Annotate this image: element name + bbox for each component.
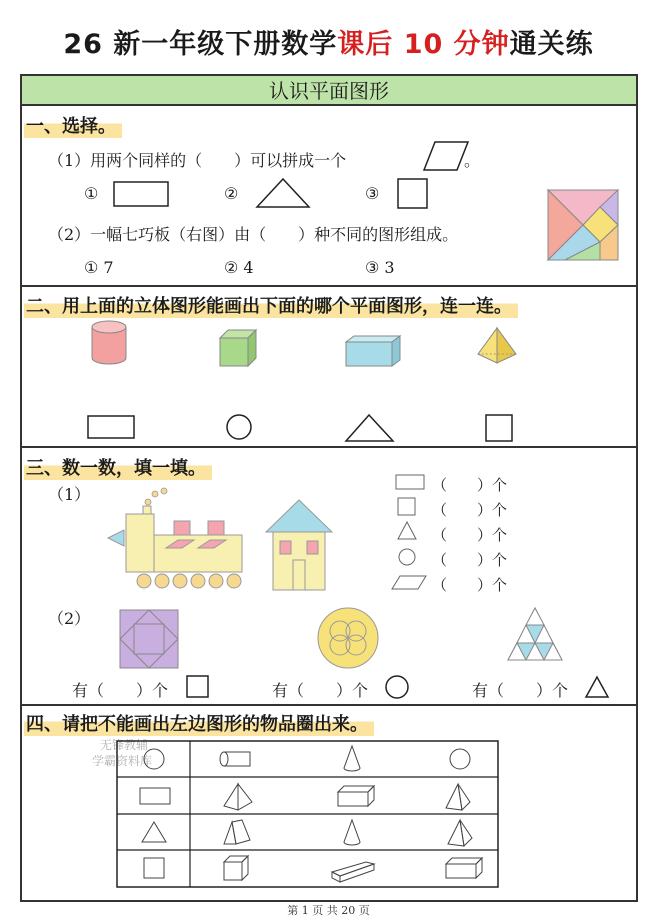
circle-icon — [226, 414, 254, 442]
pyramid-icon — [224, 784, 252, 810]
square-icon — [396, 496, 422, 518]
section4-heading: 四、请把不能画出左边图形的物品圈出来。 — [24, 710, 374, 736]
square-icon — [484, 413, 514, 443]
section1-heading: 一、选择。 — [24, 112, 122, 138]
cuboid-long-icon — [332, 862, 374, 882]
rectangle-icon — [140, 788, 170, 804]
rectangle-icon — [394, 472, 428, 492]
prism-icon — [224, 820, 250, 844]
cylinder-icon — [90, 320, 130, 366]
count-row-rectangle[interactable]: （ ）个 — [432, 476, 508, 494]
train-picture — [106, 488, 246, 592]
square-icon — [185, 674, 211, 700]
sphere-icon — [450, 749, 470, 769]
pyramid-icon — [448, 820, 472, 846]
title-part1: 26 新一年级下册数学 — [63, 29, 338, 60]
option-3[interactable]: ③ — [365, 184, 380, 203]
option-2[interactable]: ② 4 — [224, 258, 254, 277]
triangle-pattern-picture — [506, 606, 566, 664]
rectangle-icon — [86, 414, 138, 442]
cylinder-lying-icon — [220, 752, 250, 766]
triangle-icon — [584, 674, 612, 700]
option-2[interactable]: ② — [224, 184, 239, 203]
question-1: （1）用两个同样的（ ）可以拼成一个 — [48, 151, 347, 170]
pyramid-icon — [476, 326, 520, 366]
cone-icon — [344, 820, 360, 845]
topic-banner: 认识平面图形 — [22, 76, 636, 106]
part-2-label: （2） — [48, 609, 91, 628]
cuboid-icon — [446, 858, 482, 878]
circle-icon — [396, 546, 422, 568]
option-1[interactable]: ① — [84, 184, 99, 203]
watermark-line1: 无锋教辅 — [100, 738, 149, 752]
triangle-icon — [142, 822, 166, 842]
count-row-square[interactable]: （ ）个 — [432, 501, 508, 519]
question-1-end: 。 — [464, 151, 481, 170]
parallelogram-icon — [410, 140, 470, 174]
circle-pattern-picture — [314, 606, 384, 672]
watermark-line2: 学霸资料库 — [92, 754, 153, 768]
option-1[interactable]: ① 7 — [84, 258, 114, 277]
count-squares[interactable]: 有（ ）个 — [72, 681, 169, 700]
cube-icon — [224, 856, 248, 880]
count-row-parallelogram[interactable]: （ ）个 — [432, 576, 508, 594]
title-part3: 通关练 — [509, 29, 594, 60]
title-part2: 课后 10 分钟 — [337, 29, 510, 60]
tangram-icon — [548, 190, 620, 262]
cuboid-icon — [338, 786, 374, 806]
house-picture — [264, 498, 336, 594]
parallelogram-icon — [390, 574, 430, 592]
triangle-icon — [396, 520, 422, 542]
cube-icon — [218, 328, 260, 368]
page-footer: 第 1 页 共 20 页 — [287, 904, 370, 917]
pyramid-icon — [446, 784, 470, 810]
section3-heading: 三、数一数，填一填。 — [24, 454, 212, 480]
count-row-circle[interactable]: （ ）个 — [432, 551, 508, 569]
option-3[interactable]: ③ 3 — [365, 258, 395, 277]
divider — [22, 704, 636, 706]
page-title — [0, 22, 657, 61]
objects-table — [116, 740, 500, 890]
divider — [22, 285, 636, 287]
circle-icon — [144, 749, 164, 769]
circle-icon — [384, 674, 412, 702]
square-icon — [144, 858, 164, 878]
count-circles[interactable]: 有（ ）个 — [272, 681, 369, 700]
question-2: （2）一幅七巧板（右图）由（ ）种不同的图形组成。 — [48, 225, 459, 244]
count-triangles[interactable]: 有（ ）个 — [472, 681, 569, 700]
part-1-label: （1） — [48, 485, 91, 504]
count-row-triangle[interactable]: （ ）个 — [432, 526, 508, 544]
triangle-icon — [344, 412, 396, 444]
divider — [22, 446, 636, 448]
rectangle-icon — [112, 180, 172, 208]
square-pattern-picture — [118, 608, 182, 670]
cone-icon — [344, 746, 360, 771]
section2-heading: 二、用上面的立体图形能画出下面的哪个平面图形，连一连。 — [24, 292, 518, 318]
square-icon — [396, 177, 430, 211]
cuboid-icon — [344, 334, 404, 368]
triangle-icon — [254, 176, 314, 210]
